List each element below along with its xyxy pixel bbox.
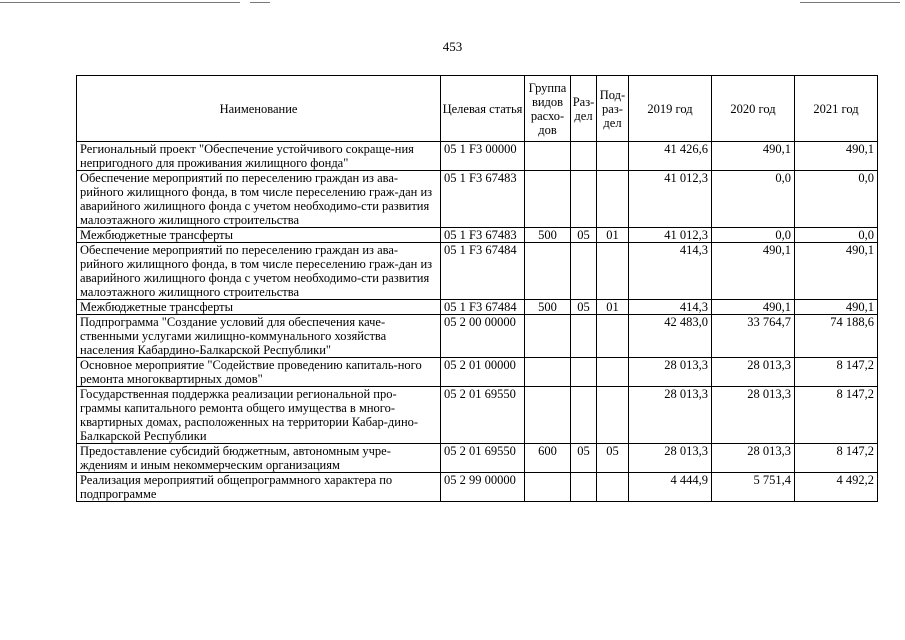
subsection-cell: 01 [597, 300, 629, 315]
amount-2021-cell: 4 492,2 [795, 473, 878, 502]
section-cell: 05 [571, 300, 597, 315]
name-cell: Предоставление субсидий бюджетным, автономным учре-ждениям и иным некоммерческим организациям [77, 444, 441, 473]
table-row [77, 444, 878, 473]
amount-2020-cell: 33 764,7 [712, 315, 795, 358]
expense-group-cell [525, 171, 571, 228]
amount-2019-cell: 414,3 [629, 243, 712, 300]
page-number: 453 [442, 39, 463, 54]
subsection-cell [597, 243, 629, 300]
subsection-cell [597, 387, 629, 444]
amount-2019-cell: 41 012,3 [629, 171, 712, 228]
expense-group-cell [525, 387, 571, 444]
amount-2021-cell: 8 147,2 [795, 358, 878, 387]
amount-2019-cell: 41 426,6 [629, 142, 712, 171]
target-article-cell: 05 2 99 00000 [441, 473, 525, 502]
amount-2021-cell: 8 147,2 [795, 387, 878, 444]
expense-group-cell: 500 [525, 228, 571, 243]
amount-2019-cell: 41 012,3 [629, 228, 712, 243]
table-row [77, 243, 878, 300]
amount-2019-cell: 28 013,3 [629, 444, 712, 473]
amount-2019-cell: 414,3 [629, 300, 712, 315]
expense-group-cell: 500 [525, 300, 571, 315]
amount-2020-cell: 490,1 [712, 300, 795, 315]
amount-2020-cell: 28 013,3 [712, 444, 795, 473]
amount-2021-cell: 0,0 [795, 171, 878, 228]
amount-2021-cell: 490,1 [795, 142, 878, 171]
subsection-cell [597, 315, 629, 358]
target-article-cell: 05 1 F3 67483 [441, 171, 525, 228]
section-cell: 05 [571, 444, 597, 473]
target-article-cell: 05 1 F3 67484 [441, 300, 525, 315]
table-header-row [77, 76, 878, 142]
amount-2021-cell: 8 147,2 [795, 444, 878, 473]
name-cell: Межбюджетные трансферты [77, 300, 441, 315]
target-article-cell: 05 2 01 69550 [441, 387, 525, 444]
subsection-cell [597, 473, 629, 502]
amount-2019-cell: 42 483,0 [629, 315, 712, 358]
amount-2021-cell: 490,1 [795, 243, 878, 300]
amount-2020-cell: 490,1 [712, 243, 795, 300]
amount-2019-cell: 28 013,3 [629, 358, 712, 387]
section-cell [571, 171, 597, 228]
name-cell: Подпрограмма "Создание условий для обеспечения каче-ственными услугами жилищно-коммунального хозяйства населения Кабардино-Балкарской Республики" [77, 315, 441, 358]
name-cell: Обеспечение мероприятий по переселению граждан из ава-рийного жилищного фонда, в том числе переселению граж-дан из аварийного жилищного фонда с учетом необходимо-сти развития малоэтажного жилищного строительства [77, 243, 441, 300]
target-article-cell: 05 2 01 69550 [441, 444, 525, 473]
amount-2020-cell: 5 751,4 [712, 473, 795, 502]
section-cell [571, 387, 597, 444]
subsection-cell [597, 358, 629, 387]
header-name: Наименование [77, 76, 441, 142]
section-cell [571, 315, 597, 358]
subsection-cell: 05 [597, 444, 629, 473]
target-article-cell: 05 1 F3 67484 [441, 243, 525, 300]
table-row [77, 315, 878, 358]
subsection-cell [597, 171, 629, 228]
target-article-cell: 05 1 F3 00000 [441, 142, 525, 171]
section-cell [571, 243, 597, 300]
header-expense-group: Группа видов расхо-дов [525, 76, 571, 142]
amount-2021-cell: 0,0 [795, 228, 878, 243]
header-year-2019: 2019 год [629, 76, 712, 142]
amount-2021-cell: 490,1 [795, 300, 878, 315]
amount-2020-cell: 490,1 [712, 142, 795, 171]
target-article-cell: 05 2 00 00000 [441, 315, 525, 358]
expense-group-cell [525, 142, 571, 171]
amount-2020-cell: 28 013,3 [712, 387, 795, 444]
section-cell [571, 358, 597, 387]
header-target-article: Целевая статья [441, 76, 525, 142]
name-cell: Межбюджетные трансферты [77, 228, 441, 243]
amount-2021-cell: 74 188,6 [795, 315, 878, 358]
subsection-cell [597, 142, 629, 171]
subsection-cell: 01 [597, 228, 629, 243]
amount-2019-cell: 28 013,3 [629, 387, 712, 444]
expense-group-cell [525, 473, 571, 502]
table-row [77, 300, 878, 315]
expense-group-cell [525, 243, 571, 300]
header-section: Раз-дел [571, 76, 597, 142]
name-cell: Реализация мероприятий общепрограммного характера по подпрограмме [77, 473, 441, 502]
section-cell [571, 473, 597, 502]
expense-group-cell [525, 358, 571, 387]
table-row [77, 387, 878, 444]
name-cell: Обеспечение мероприятий по переселению граждан из ава-рийного жилищного фонда, в том числе переселению граж-дан из аварийного жилищного фонда с учетом необходимо-сти развития малоэтажного жилищного строительства [77, 171, 441, 228]
header-subsection: Под-раз-дел [597, 76, 629, 142]
section-cell: 05 [571, 228, 597, 243]
amount-2020-cell: 0,0 [712, 228, 795, 243]
table-row [77, 171, 878, 228]
amount-2020-cell: 28 013,3 [712, 358, 795, 387]
expense-group-cell [525, 315, 571, 358]
target-article-cell: 05 2 01 00000 [441, 358, 525, 387]
table-row [77, 473, 878, 502]
header-year-2021: 2021 год [795, 76, 878, 142]
table-body [77, 142, 878, 502]
section-cell [571, 142, 597, 171]
table-row [77, 142, 878, 171]
expense-group-cell: 600 [525, 444, 571, 473]
table-row [77, 358, 878, 387]
name-cell: Государственная поддержка реализации региональной про-граммы капитального ремонта общего имущества в много-квартирных домах, расположенных на территории Кабар-дино-Балкарской Республики [77, 387, 441, 444]
name-cell: Региональный проект "Обеспечение устойчивого сокраще-ния непригодного для проживания жилищного фонда" [77, 142, 441, 171]
table-row [77, 228, 878, 243]
amount-2020-cell: 0,0 [712, 171, 795, 228]
scan-top-edge [0, 0, 905, 6]
target-article-cell: 05 1 F3 67483 [441, 228, 525, 243]
amount-2019-cell: 4 444,9 [629, 473, 712, 502]
header-year-2020: 2020 год [712, 76, 795, 142]
name-cell: Основное мероприятие "Содействие проведению капиталь-ного ремонта многоквартирных домов" [77, 358, 441, 387]
budget-table [76, 75, 878, 502]
